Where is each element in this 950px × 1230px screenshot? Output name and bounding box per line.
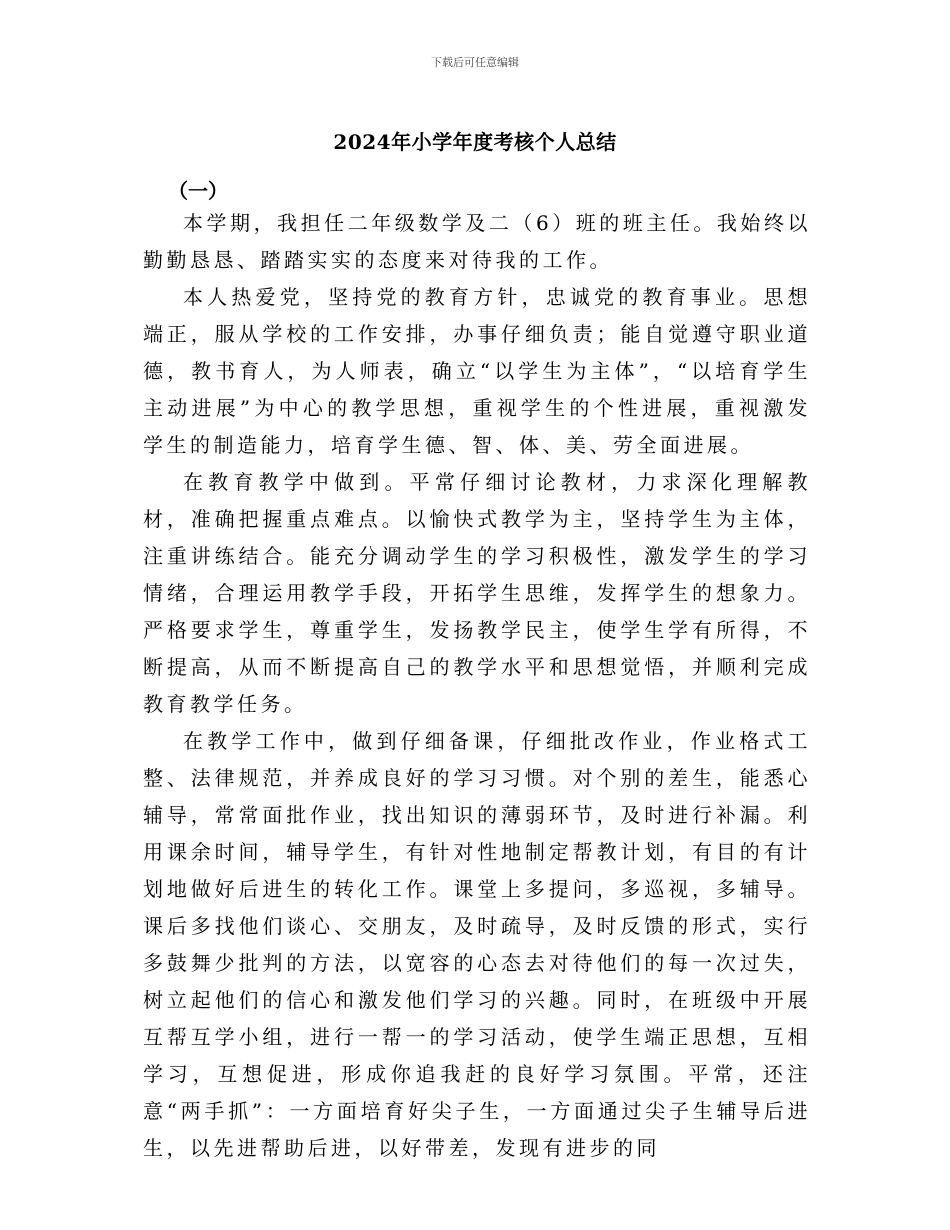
paragraph-1: 本学期，我担任二年级数学及二（6）班的班主任。我始终以勤勤恳恳、踏踏实实的态度来对待我的工作。	[143, 211, 811, 272]
section-label: （一）	[168, 179, 228, 203]
paragraph-4: 在教学工作中，做到仔细备课，仔细批改作业，作业格式工整、法律规范，并养成良好的学习习惯。对个别的差生，能悉心辅导，常常面批作业，找出知识的薄弱环节，及时进行补漏。利用课余时间，辅导学生，有针对性地制定帮教计划，有目的有计划地做好后进生的转化工作。课堂上多提问，多巡视，多辅导。课后多找他们谈心、交朋友，及时疏导，及时反馈的形式，实行多鼓舞少批判的方法，以宽容的心态去对待他们的每一次过失，树立起他们的信心和激发他们学习的兴趣。同时，在班级中开展互帮互学小组，进行一帮一的学习活动，使学生端正思想，互相学习，互想促进，形成你追我赶的良好学习氛围。平常，还注意“两手抓”：一方面培育好尖子生，一方面通过尖子生辅导后进生，以先进帮助后进，以好带差，发现有进步的同	[143, 729, 811, 1160]
document-title: 2024年小学年度考核个人总结	[333, 130, 617, 154]
paragraph-2: 本人热爱党，坚持党的教育方针，忠诚党的教育事业。思想端正，服从学校的工作安排，办事仔细负责；能自觉遵守职业道德，教书育人，为人师表，确立“以学生为主体”，“以培育学生主动进展”为中心的教学思想，重视学生的个性进展，重视激发学生的制造能力，培育学生德、智、体、美、劳全面进展。	[143, 285, 811, 457]
paragraph-3: 在教育教学中做到。平常仔细讨论教材，力求深化理解教材，准确把握重点难点。以愉快式教学为主，坚持学生为主体，注重讲练结合。能充分调动学生的学习积极性，激发学生的学习情绪，合理运用教学手段，开拓学生思维，发挥学生的想象力。严格要求学生，尊重学生，发扬教学民主，使学生学有所得，不断提高，从而不断提高自己的教学水平和思想觉悟，并顺利完成教育教学任务。	[143, 470, 811, 716]
page-header-note: 下载后可任意编辑	[431, 56, 519, 69]
document-body	[143, 205, 811, 1167]
